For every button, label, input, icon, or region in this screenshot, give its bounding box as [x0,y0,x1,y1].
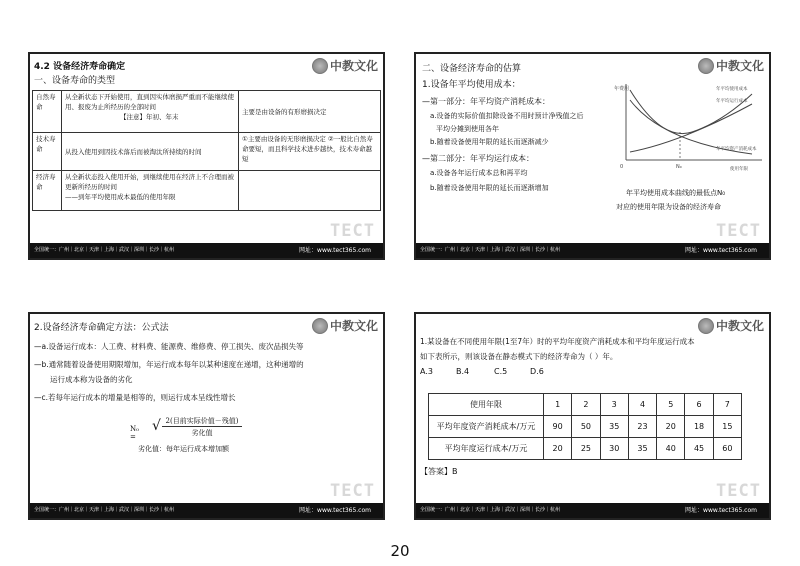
row-desc: 从全新状态投入使用开始，到继续使用在经济上不合理而被更新所经历的时间 ——到年平均使用成本最低的使用年限 [62,171,239,211]
line-b: —b.通常随着设备使用期限增加，年运行成本每年以某种速度在递增，这种递增的 [34,360,304,369]
row-type: 技术寿命 [33,133,62,171]
watermark: TECT [330,481,375,501]
cost-curve-diagram [612,82,767,174]
lifespan-table [32,90,381,211]
x-axis-label: 使用年限 [730,167,748,172]
b1: b.随着设备使用年限的延长而逐渐减少 [430,138,549,146]
operating-cost-curve [630,104,752,152]
a1: a.设备的实际价值扣除设备不用时预计净残值之后 [430,112,584,120]
seal-icon [312,318,328,334]
watermark: TECT [716,221,761,241]
part-1: —第一部分：年平均资产消耗成本： [422,97,550,106]
slide-subtitle: 一、设备寿命的类型 [34,76,116,86]
line-a: —a.设备运行成本：人工费、材料费、能源费、维修费、停工损失、废次品损失等 [34,342,304,351]
row-desc: 从全新状态下开始使用，直到因实体磨损严重而不能继续使用、报废为止所经历的全部时间 【注意】年初、年末 [62,91,239,133]
seal-icon [698,58,714,74]
line-b2: 运行成本称为设备的劣化 [50,375,133,384]
table-row: 平均年度资产消耗成本/万元 90 50 35 23 20 18 15 [429,416,742,438]
row-type: 自然寿命 [33,91,62,133]
row-note [239,171,381,211]
footer: 全国统一：广州｜北京｜天津｜上海｜武汉｜深圳｜长沙｜杭州 网址：www.tect365.com [416,243,769,258]
seal-icon [698,318,714,334]
page-number: 20 [390,542,410,560]
logo: 中教文化 [312,317,378,334]
y-axis-label: 年费用 [614,86,630,92]
line-c: —c.若每年运行成本的增量是相等的，则运行成本呈线性增长 [34,393,236,402]
question-line-2: 如下表所示，则该设备在静态模式下的经济寿命为（ ）年。 [420,352,618,361]
slide-2 [414,52,771,260]
part-2: —第二部分：年平均运行成本： [422,154,534,163]
row-note: 主要是由设备的有形磨损决定 [239,91,381,133]
watermark: TECT [716,481,761,501]
b2: b.随着设备使用年限的延长而逐渐增加 [430,184,549,192]
total-cost-curve [630,90,752,134]
legend-total: 年平均使用成本 [716,87,748,92]
answer: 【答案】B [420,467,458,476]
logo: 中教文化 [698,317,764,334]
option-c: C.5 [494,367,508,376]
option-d: D.6 [530,367,544,376]
option-a: A.3 [420,367,433,376]
row-note: ①主要由设备的无形磨损决定 ②一般比自然寿命要短，而且科学技术进步越快，技术寿命越短 [239,133,381,171]
seal-icon [312,58,328,74]
footer: 全国统一：广州｜北京｜天津｜上海｜武汉｜深圳｜长沙｜杭州 网址：www.tect365.com [30,503,383,518]
row-desc: 从投入使用到因技术落后而被淘汰所持续的时间 [62,133,239,171]
legend-depreciation: 年平均资产消耗成本 [716,147,757,152]
slide-title: 4.2 设备经济寿命确定 [34,62,126,72]
sqrt-icon: √ [152,418,161,434]
n0-label: N₀ [676,164,682,170]
line-1: 1.设备年平均使用成本： [422,80,521,90]
footer: 全国统一：广州｜北京｜天津｜上海｜武汉｜深圳｜长沙｜杭州 网址：www.tect365.com [30,243,383,258]
slide-title: 二、设备经济寿命的估算 [422,64,522,74]
formula-note: 劣化值：每年运行成本增加额 [138,445,229,453]
logo: 中教文化 [698,57,764,74]
slide-1 [28,52,385,260]
logo: 中教文化 [312,57,378,74]
row-type: 经济寿命 [33,171,62,211]
watermark: TECT [330,221,375,241]
depreciation-cost-curve [630,100,752,154]
table-row: 平均年度运行成本/万元 20 25 30 35 40 45 60 [429,438,742,460]
legend-operating: 年平均运行成本 [716,99,748,104]
option-b: B.4 [456,367,470,376]
slide-4 [414,312,771,520]
table-header: 使用年限 1 2 3 4 5 6 7 [429,394,742,416]
slide-title: 2.设备经济寿命确定方法：公式法 [34,323,169,333]
note-2: 对应的使用年限为设备的经济寿命 [616,203,721,211]
origin-label: 0 [620,164,624,170]
question-line-1: 1.某设备在不同使用年限(1至7年）时的平均年度资产消耗成本和平均年度运行成本 [420,337,695,346]
slide-3: 中教文化 2.设备经济寿命确定方法：公式法 —a.设备运行成本：人工费、材料费、能源费、维修费、停工损失、废次品损失等 —b.通常随着设备使用期限增加，年运行成本每年以某种速度在递增，这种递增的 运行成本称为设备的劣化 —c.若每年运行成本的增量是相等的，则运行成本呈线性增长 N₀ = √ 2(目前实际价值－残值) 劣化值 劣化值：每年运行成本增加额 TECT 全国统一：广州｜北京｜天津｜上海｜武汉｜深圳｜长沙｜杭州 网址：www.tect365.com [28,312,385,520]
note-1: 年平均使用成本曲线的最低点N₀ [626,189,726,197]
a2: a.设备各年运行成本总和再平均 [430,169,528,177]
a1b: 平均分摊到使用各年 [436,125,499,133]
data-table [428,393,742,460]
footer: 全国统一：广州｜北京｜天津｜上海｜武汉｜深圳｜长沙｜杭州 网址：www.tect365.com [416,503,769,518]
